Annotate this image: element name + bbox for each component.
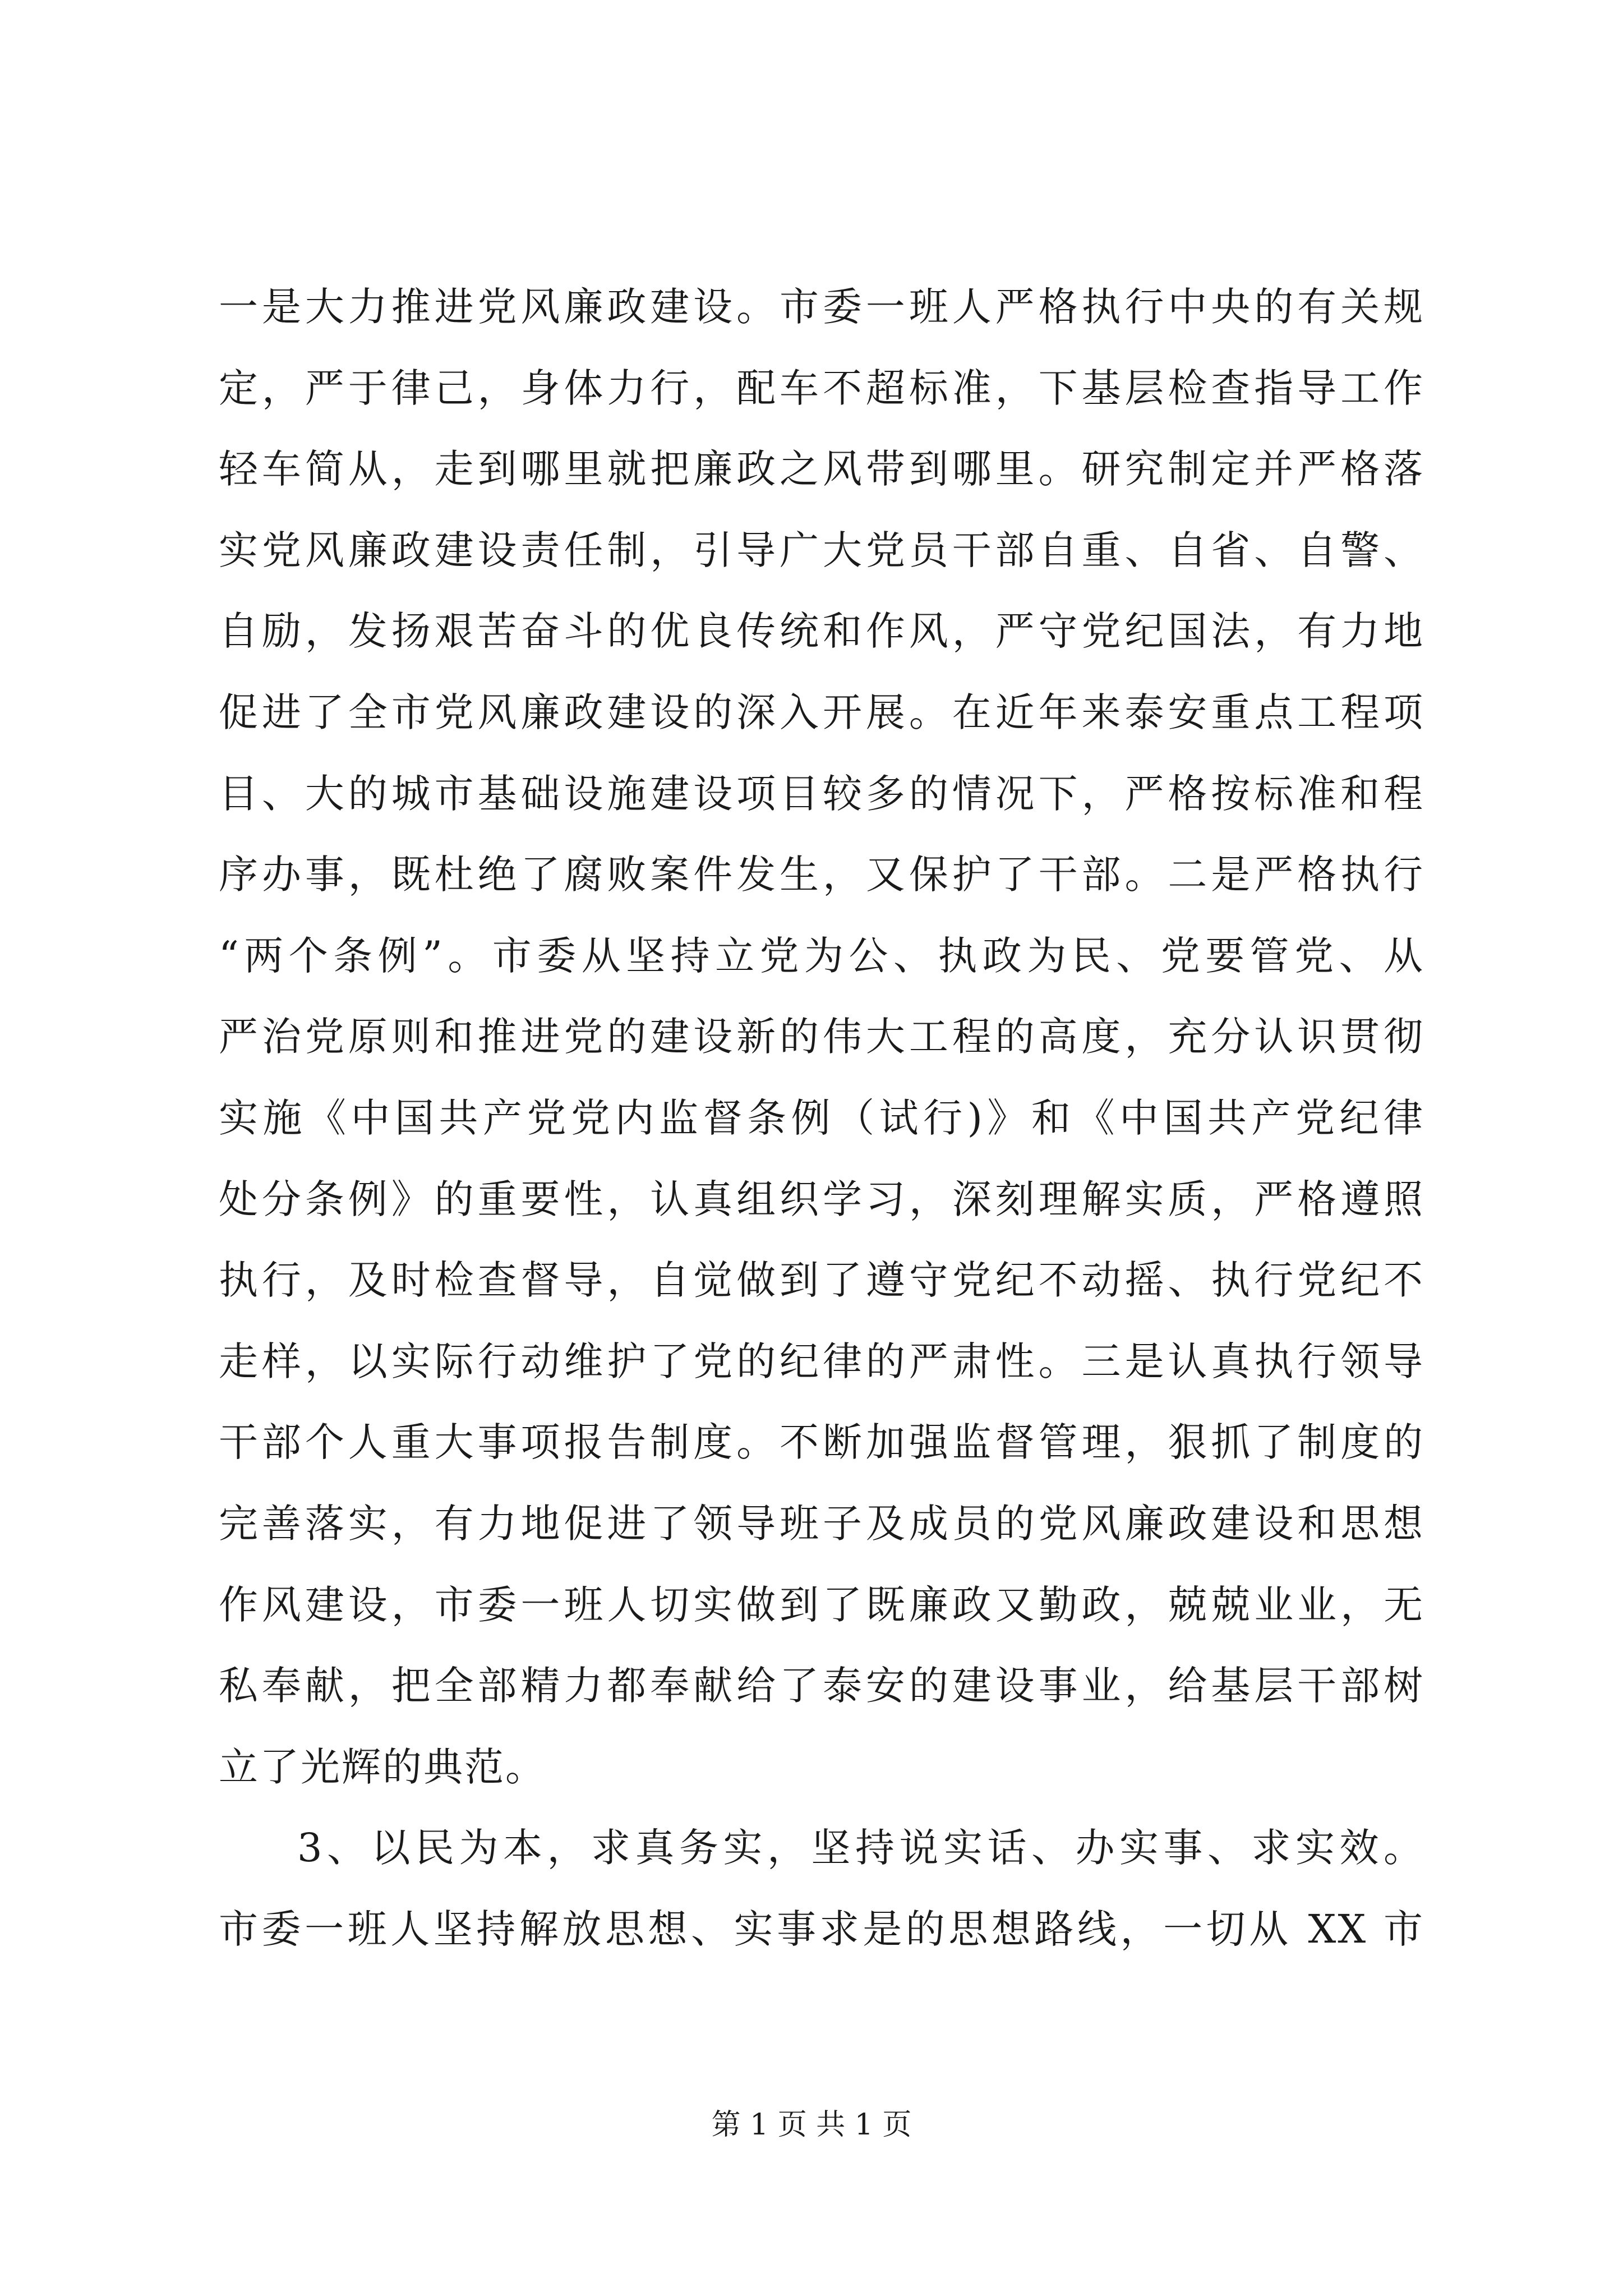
text-line: 严治党原则和推进党的建设新的伟大工程的高度，充分认识贯彻 — [219, 1014, 1424, 1060]
text-line: 私奉献，把全部精力都奉献给了泰安的建设事业，给基层干部树 — [219, 1663, 1424, 1709]
text-line: 走样，以实际行动维护了党的纪律的严肃性。三是认真执行领导 — [219, 1338, 1424, 1384]
body-text — [219, 266, 1424, 1970]
text-line: 3、以民为本，求真务实，坚持说实话、办实事、求实效。 — [297, 1825, 1424, 1871]
text-line: 促进了全市党风廉政建设的深入开展。在近年来泰安重点工程项 — [219, 689, 1424, 735]
text-line: 一是大力推进党风廉政建设。市委一班人严格执行中央的有关规 — [219, 284, 1424, 330]
text-line: 序办事，既杜绝了腐败案件发生，又保护了干部。二是严格执行 — [219, 852, 1424, 898]
text-line: 实党风廉政建设责任制，引导广大党员干部自重、自省、自警、 — [219, 527, 1424, 573]
page-footer: 第 1 页 共 1 页 — [711, 2108, 912, 2142]
text-line: 立了光辉的典范。 — [219, 1743, 546, 1790]
text-line: 处分条例》的重要性，认真组织学习，深刻理解实质，严格遵照 — [219, 1176, 1424, 1222]
text-line: 完善落实，有力地促进了领导班子及成员的党风廉政建设和思想 — [219, 1500, 1424, 1547]
text-line: 干部个人重大事项报告制度。不断加强监督管理，狠抓了制度的 — [219, 1419, 1424, 1466]
text-line: 执行，及时检查督导，自觉做到了遵守党纪不动摇、执行党纪不 — [219, 1257, 1424, 1304]
text-line: 自励，发扬艰苦奋斗的优良传统和作风，严守党纪国法，有力地 — [219, 608, 1424, 655]
text-line: 轻车简从，走到哪里就把廉政之风带到哪里。研究制定并严格落 — [219, 446, 1424, 493]
text-line: 目、大的城市基础设施建设项目较多的情况下，严格按标准和程 — [219, 770, 1424, 817]
text-line: 实施《中国共产党党内监督条例（试行)》和《中国共产党纪律 — [219, 1094, 1424, 1141]
text-line: “两个条例”。市委从坚持立党为公、执政为民、党要管党、从 — [219, 932, 1424, 979]
text-line: 定，严于律己，身体力行，配车不超标准，下基层检查指导工作 — [219, 365, 1424, 411]
text-line: 作风建设，市委一班人切实做到了既廉政又勤政，兢兢业业，无 — [219, 1581, 1424, 1628]
text-line: 市委一班人坚持解放思想、实事求是的思想路线，一切从 XX 市 — [219, 1906, 1424, 1952]
